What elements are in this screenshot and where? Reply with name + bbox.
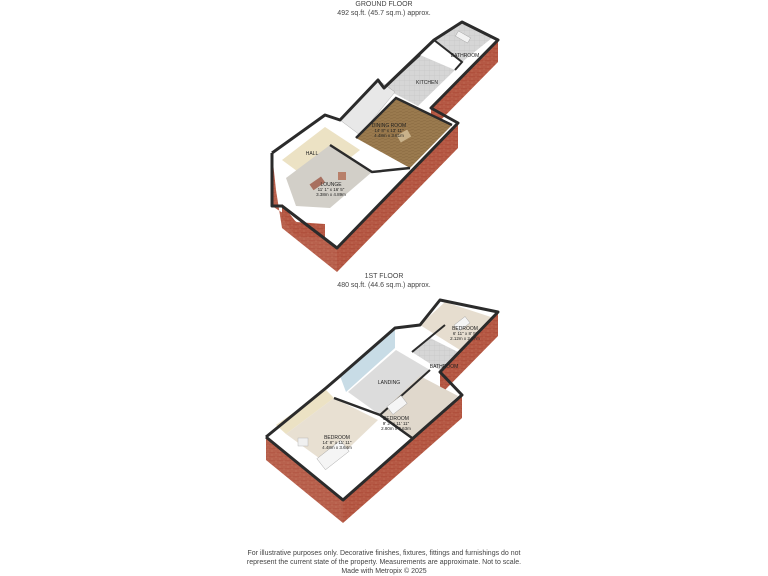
first-middle-bedroom-dim-imperial: 9' 2" x 11' 11" xyxy=(382,421,410,426)
disclaimer xyxy=(0,549,768,576)
ground-dining-dim-imperial: 14' 8" x 13' 11" xyxy=(374,128,404,133)
first-landing-label: LANDING xyxy=(377,380,401,386)
ground-kitchen-label: KITCHEN xyxy=(416,80,438,86)
first-floor-area: 480 sq.ft. (44.6 sq.m.) approx. xyxy=(337,282,431,289)
ground-dining-label: DINING ROOM xyxy=(371,123,407,129)
ground-dining-dim-metric: 4.48m x 3.81m xyxy=(374,133,404,138)
ground-lounge-label: LOUNGE xyxy=(320,182,342,188)
first-front-bedroom-dim-imperial: 14' 8" x 11' 11" xyxy=(322,440,352,445)
ground-lounge-dim-metric: 3.38m x 4.89m xyxy=(316,192,346,197)
disclaimer-line-3: Made with Metropix © 2025 xyxy=(341,568,427,575)
ground-floor-plan xyxy=(272,22,498,272)
ground-floor-area: 492 sq.ft. (45.7 sq.m.) approx. xyxy=(337,10,431,17)
ground-hall-label: HALL xyxy=(305,151,319,157)
first-front-bedroom-label: BEDROOM xyxy=(324,435,350,441)
first-middle-bedroom-label: BEDROOM xyxy=(383,416,409,422)
ground-floor-title: GROUND FLOOR xyxy=(355,1,413,8)
ground-bathroom-label: BATHROOM xyxy=(450,53,480,59)
first-back-bedroom-dim-metric: 2.12m x 2.57m xyxy=(450,336,480,341)
lounge-chair-icon xyxy=(338,172,346,180)
first-bathroom-label: BATHROOM xyxy=(429,364,459,370)
first-middle-bedroom-dim-metric: 2.80m x 3.63m xyxy=(381,426,411,431)
first-back-bedroom-dim-imperial: 6' 11" x 8' 5" xyxy=(452,331,478,336)
ground-lounge-dim-imperial: 11' 1" x 16' 5" xyxy=(317,187,345,192)
disclaimer-line-1: For illustrative purposes only. Decorative finishes, fixtures, fittings and furnishings do not xyxy=(247,550,521,557)
first-back-bedroom-label: BEDROOM xyxy=(452,326,478,332)
first-floor-title: 1ST FLOOR xyxy=(364,273,404,280)
disclaimer-line-2: represent the current state of the property. Measurements are approximate. Not to scale. xyxy=(246,559,522,566)
first-front-bedroom-dim-metric: 4.48m x 3.64m xyxy=(322,445,352,450)
front-bedroom-chair-icon xyxy=(298,438,308,446)
